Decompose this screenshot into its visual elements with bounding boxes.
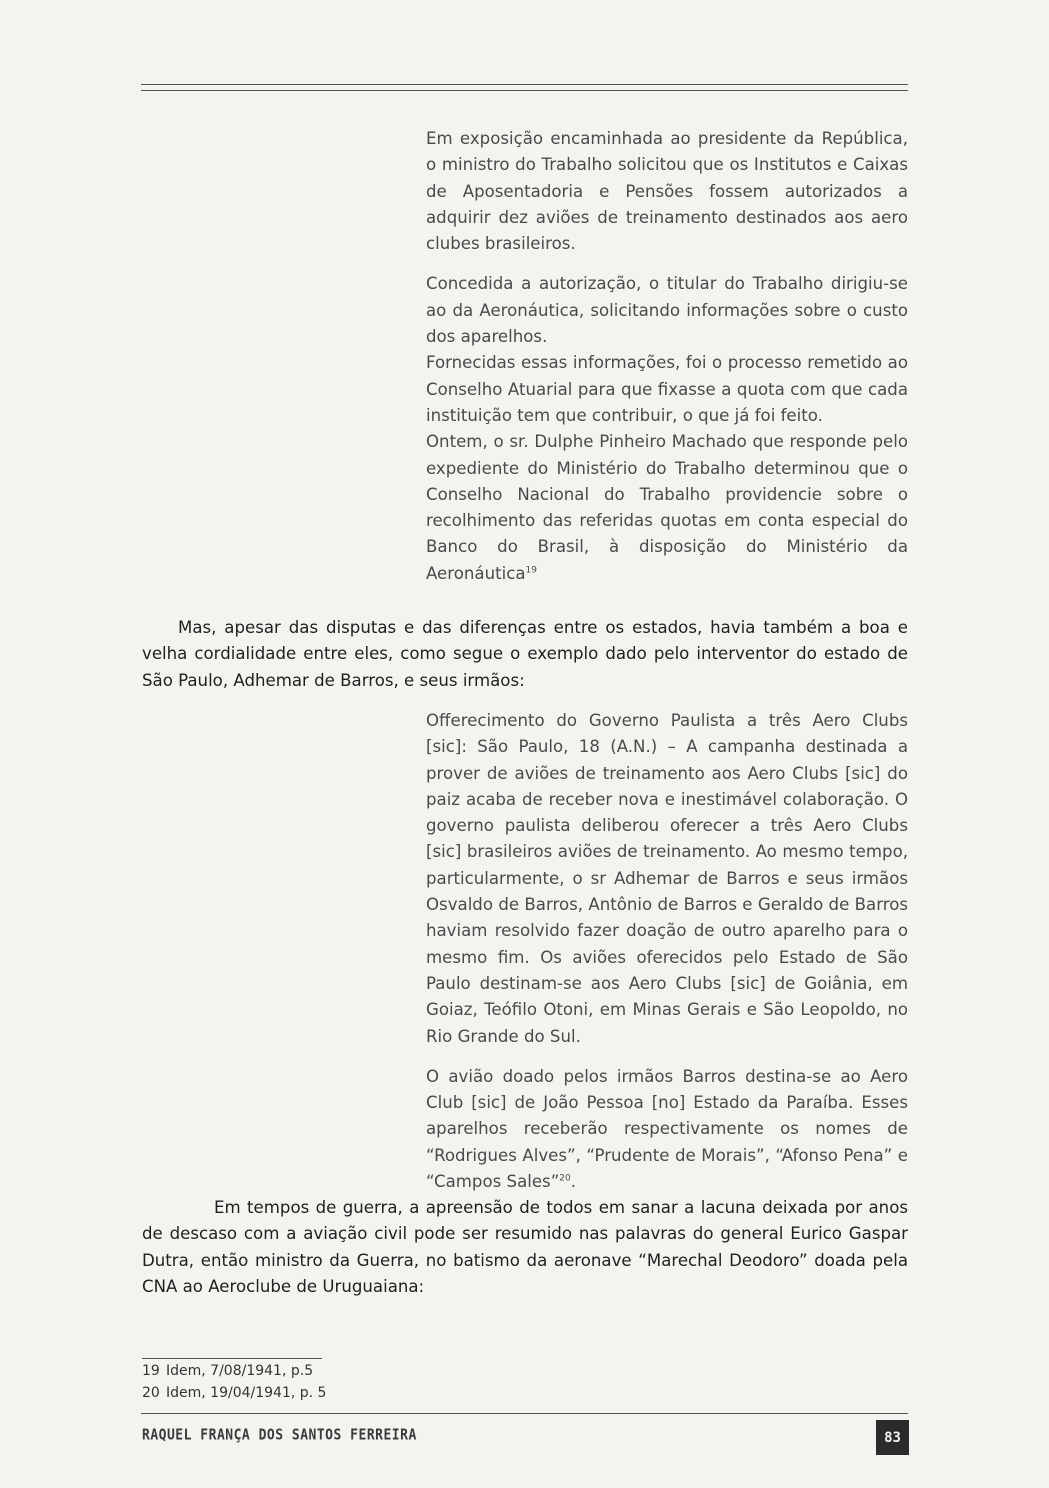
quote1-paragraph-4-text: Ontem, o sr. Dulphe Pinheiro Machado que responde pelo expediente do Ministério do Trabalho determinou que o Conselho Nacional do Trabalho providencie sobre o recolhimento das referidas quotas em conta especial do Banco do Brasil, à disposição do Ministério da Aeronáutica [426,432,908,583]
block-quote-1 [426,126,908,587]
quote1-paragraph-2: Concedida a autorização, o titular do Trabalho dirigiu-se ao da Aeronáutica, solicitando informações sobre o custo dos aparelhos. [426,274,908,347]
body-paragraph-1: Mas, apesar das disputas e das diferenças entre os estados, havia também a boa e velha cordialidade entre eles, como segue o exemplo dado pelo interventor do estado de São Paulo, Adhemar de Barros, e seus irmãos: [142,618,908,690]
footnote-separator [142,1358,322,1359]
quote1-paragraph-4 [426,429,908,587]
footer-author: RAQUEL FRANÇA DOS SANTOS FERREIRA [142,1427,417,1445]
quote1-paragraph-1: Em exposição encaminhada ao presidente da República, o ministro do Trabalho solicitou que os Institutos e Caixas de Aposentadoria e Pensões fossem autorizados a adquirir dez aviões de treinamento destinados aos aero clubes brasileiros. [426,129,908,254]
footer-rule [141,1413,908,1414]
footnote-19 [142,1360,642,1382]
quote1-paragraph-3: Fornecidas essas informações, foi o processo remetido ao Conselho Atuarial para que fixasse a quota com que cada instituição tem que contribuir, o que já foi feito. [426,353,908,425]
footnote-text: Idem, 7/08/1941, p.5 [166,1363,314,1379]
footnotes [142,1360,642,1404]
footnote-ref-20: 20 [559,1173,571,1184]
quote2-period: . [570,1172,577,1192]
footnote-ref-19: 19 [525,565,537,576]
quote2-paragraph-1: Offerecimento do Governo Paulista a três Aero Clubs [sic]: São Paulo, 18 (A.N.) – A campanha destinada a prover de aviões de treinamento aos Aero Clubs [sic] do paiz acaba de receber nova e inestimável colaboração. O governo paulista deliberou oferecer a três Aero Clubs [sic] brasileiros aviões de treinamento. Ao mesmo tempo, particularmente, o sr Adhemar de Barros e seus irmãos Osvaldo de Barros, Antônio de Barros e Geraldo de Barros haviam resolvido fazer doação de outro aparelho para o mesmo fim. Os aviões oferecidos pelo Estado de São Paulo destinam-se aos Aero Clubs [sic] de Goiânia, em Goiaz, Teófilo Otoni, em Minas Gerais e São Leopoldo, no Rio Grande do Sul. [426,711,908,1046]
footnote-20 [142,1382,642,1404]
page-number-badge [876,1420,909,1455]
quote2-paragraph-2 [426,1064,908,1195]
page-number: 83 [884,1429,901,1446]
footnote-number: 19 [142,1363,160,1379]
block-quote-2 [426,708,908,1195]
quote2-paragraph-2-text: O avião doado pelos irmãos Barros destina-se ao Aero Club [sic] de João Pessoa [no] Estado da Paraíba. Esses aparelhos receberão respectivamente os nomes de “Rodrigues Alves”, “Prudente de Morais”, “Afonso Pena” e “Campos Sales” [426,1066,908,1192]
body-paragraph-2: Em tempos de guerra, a apreensão de todos em sanar a lacuna deixada por anos de descaso com a aviação civil pode ser resumido nas palavras do general Eurico Gaspar Dutra, então ministro da Guerra, no batismo da aeronave “Marechal Deodoro” doada pela CNA ao Aeroclube de Uruguaiana: [142,1198,908,1296]
header-double-rule [141,84,908,91]
footnote-text: Idem, 19/04/1941, p. 5 [166,1385,327,1401]
footnote-number: 20 [142,1385,160,1401]
